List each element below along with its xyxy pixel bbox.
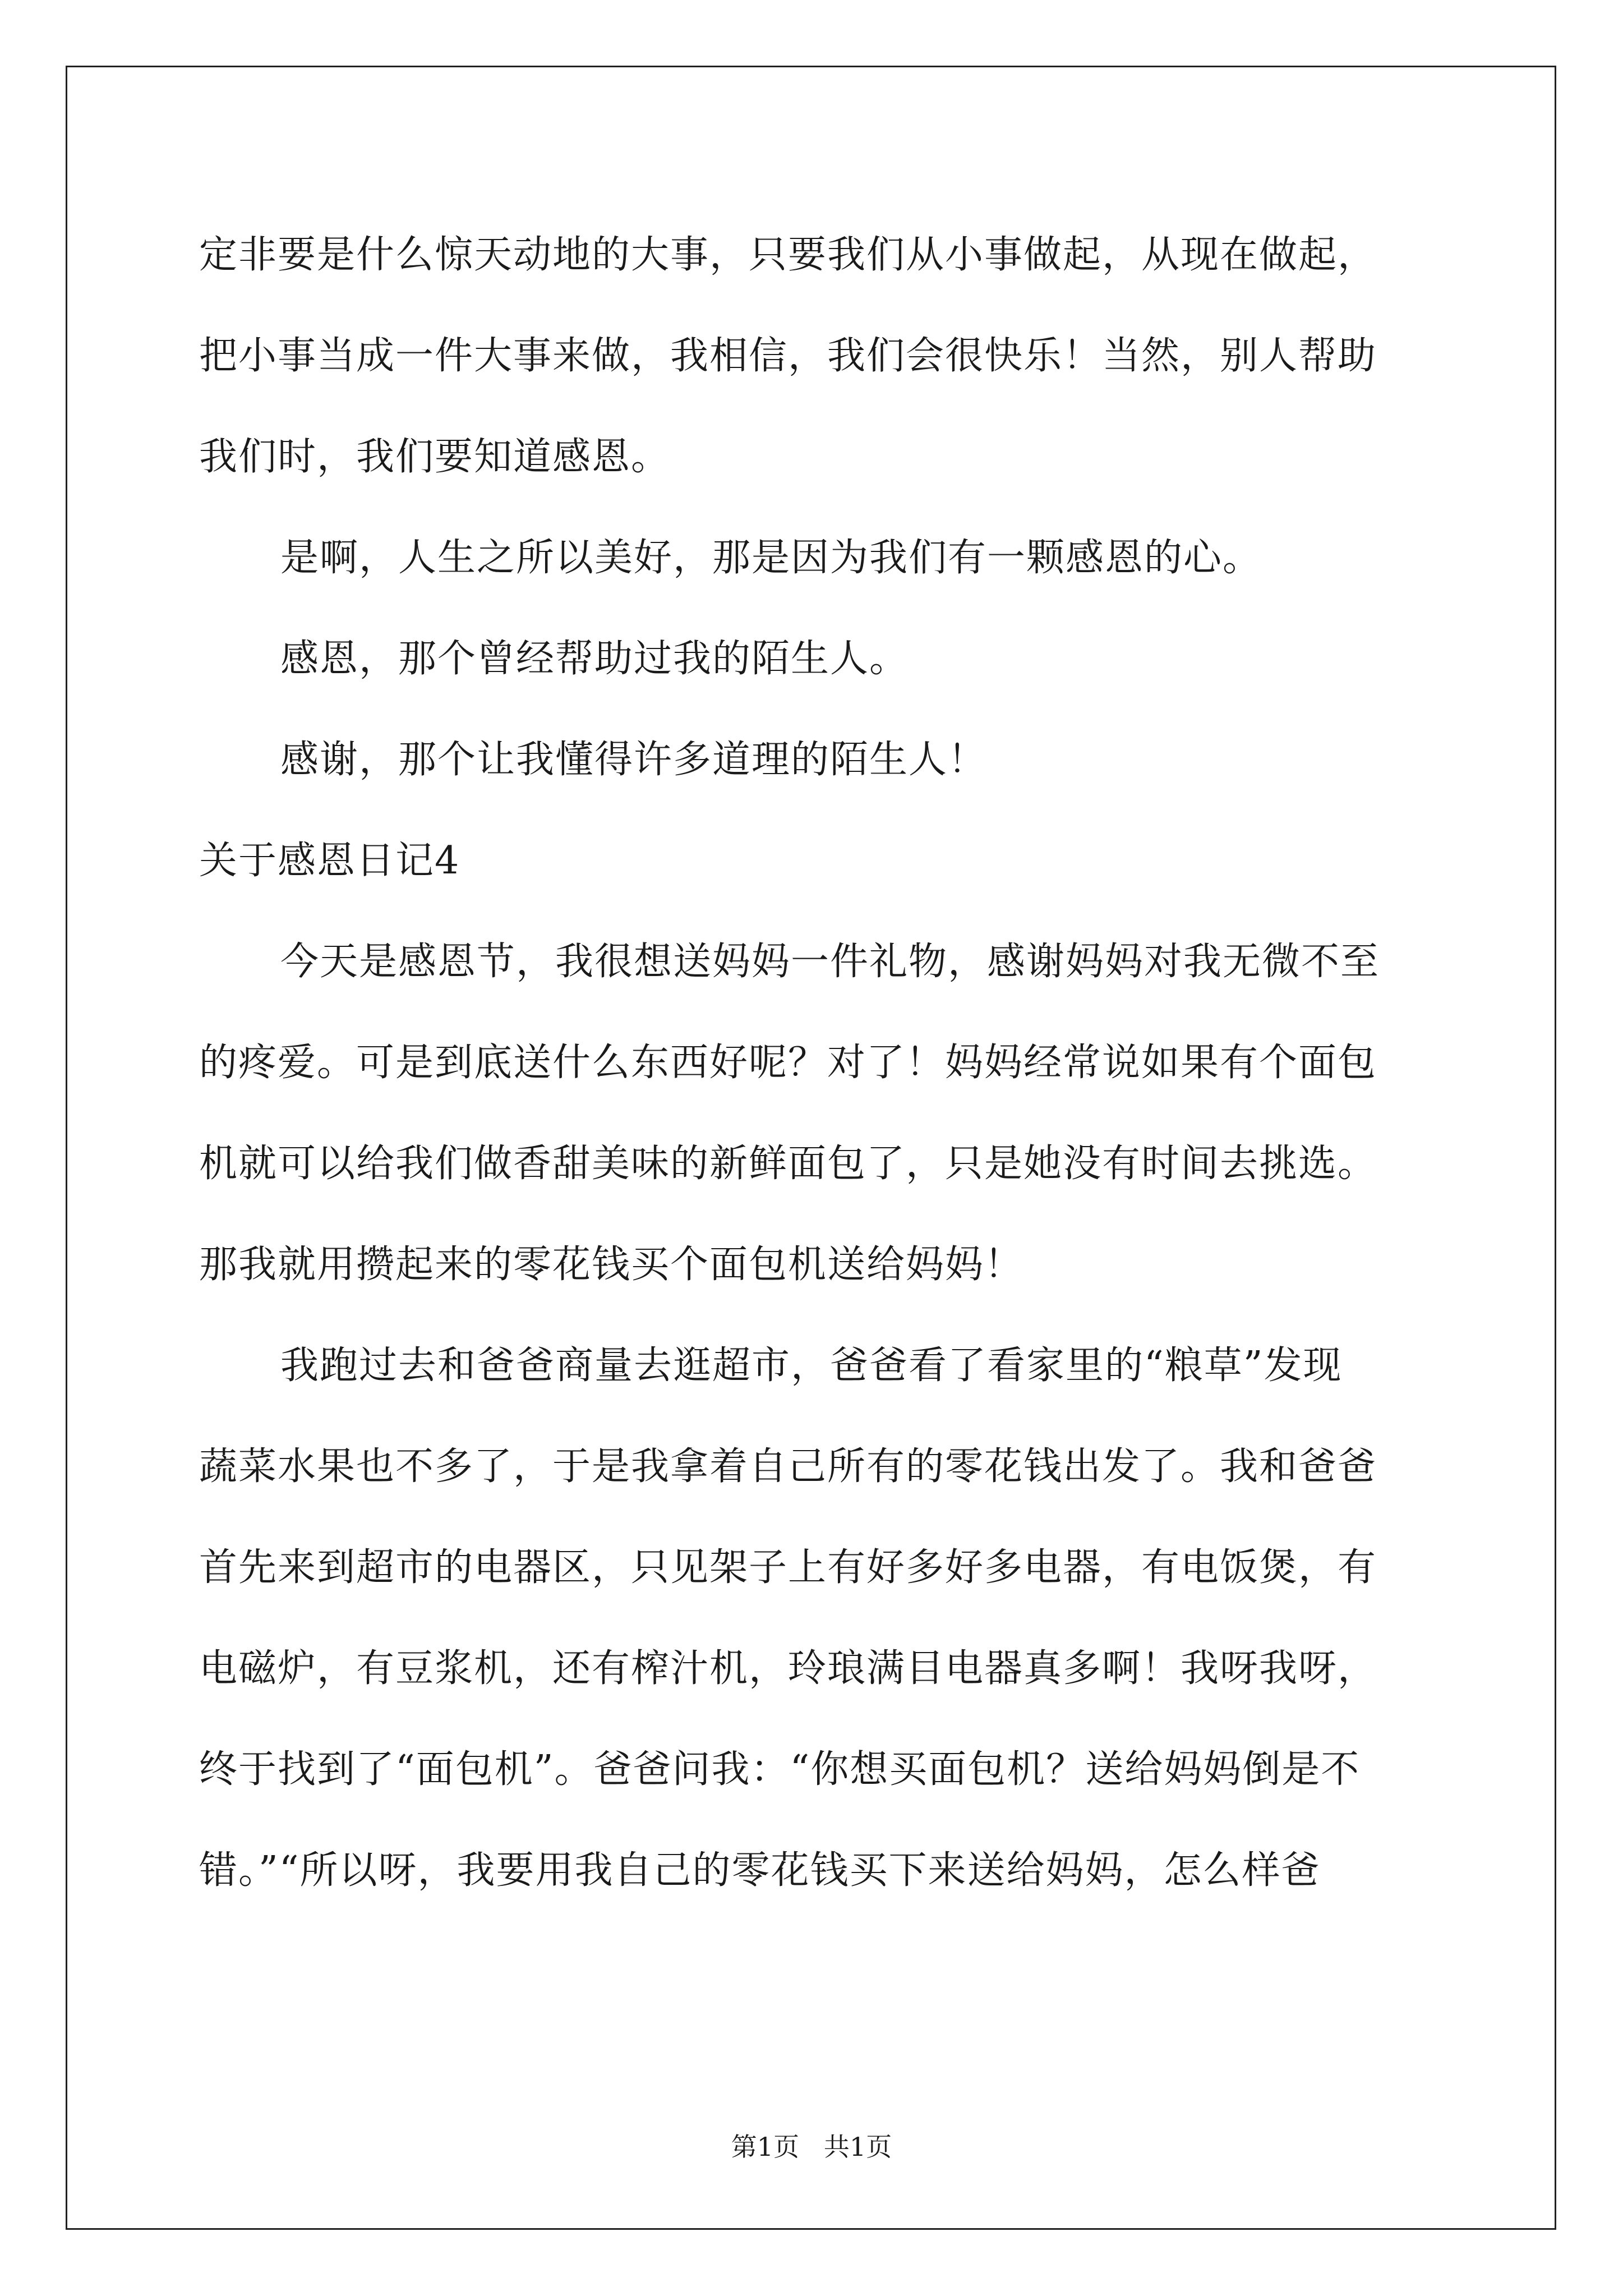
text-line: 感谢，那个让我懂得许多道理的陌生人！ bbox=[280, 738, 988, 782]
text-line: 今天是感恩节，我很想送妈妈一件礼物，感谢妈妈对我无微不至 bbox=[280, 940, 1380, 984]
text-line: 终于找到了“面包机”。爸爸问我：“你想买面包机？送给妈妈倒是不 bbox=[199, 1747, 1361, 1792]
text-line: 的疼爱。可是到底送什么东西好呢？对了！妈妈经常说如果有个面包 bbox=[199, 1041, 1377, 1085]
text-line: 那我就用攒起来的零花钱买个面包机送给妈妈！ bbox=[199, 1243, 1024, 1287]
text-line: 蔬菜水果也不多了，于是我拿着自己所有的零花钱出发了。我和爸爸 bbox=[199, 1444, 1377, 1489]
page-number: 第1页 共1页 bbox=[731, 2132, 892, 2162]
text-line: 是啊，人生之所以美好，那是因为我们有一颗感恩的心。 bbox=[280, 536, 1262, 580]
section-heading: 关于感恩日记4 bbox=[199, 839, 460, 883]
text-line: 我跑过去和爸爸商量去逛超市，爸爸看了看家里的“粮草”发现 bbox=[280, 1343, 1343, 1388]
text-line: 首先来到超市的电器区，只见架子上有好多好多电器，有电饭煲，有 bbox=[199, 1545, 1377, 1590]
text-line: 把小事当成一件大事来做，我相信，我们会很快乐！当然，别人帮助 bbox=[199, 334, 1377, 378]
text-line: 我们时，我们要知道感恩。 bbox=[199, 435, 671, 479]
text-line: 感恩，那个曾经帮助过我的陌生人。 bbox=[280, 637, 909, 681]
text-line: 定非要是什么惊天动地的大事，只要我们从小事做起，从现在做起， bbox=[199, 233, 1377, 277]
text-line: 机就可以给我们做香甜美味的新鲜面包了，只是她没有时间去挑选。 bbox=[199, 1142, 1377, 1186]
text-line: 电磁炉，有豆浆机，还有榨汁机，玲琅满目电器真多啊！我呀我呀， bbox=[199, 1646, 1377, 1691]
text-line: 错。”“所以呀，我要用我自己的零花钱买下来送给妈妈，怎么样爸 bbox=[199, 1848, 1321, 1893]
